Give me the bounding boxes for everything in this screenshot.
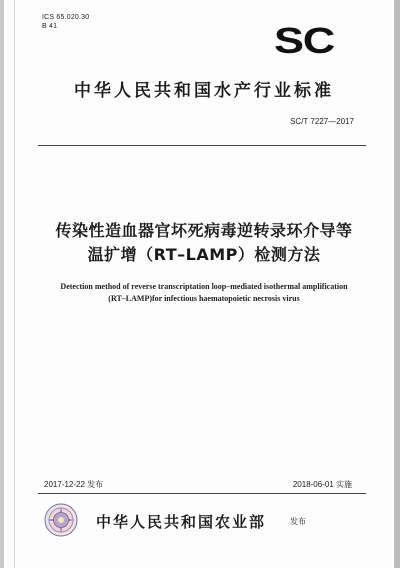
sc-logo: SC xyxy=(274,20,335,61)
chinese-title-line-2: 温扩增（RT–LAMP）检测方法 xyxy=(87,245,321,264)
standard-category-title: 中华人民共和国水产行业标准 xyxy=(74,81,334,101)
implementation-date: 2018-06-01 实施 xyxy=(292,480,352,489)
top-divider xyxy=(38,145,366,146)
english-title-line-2: (RT–LAMP)for infectious haematopoietic necrosis virus xyxy=(108,294,300,303)
ccs-code: B 41 xyxy=(42,23,58,30)
ministry-emblem-icon xyxy=(44,503,78,537)
ics-code: ICS 65.020.30 xyxy=(42,14,90,21)
english-title-line-1: Detection method of reverse transcriptation loop–mediated isothermal amplification xyxy=(60,282,348,291)
standard-number: SC/T 7227—2017 xyxy=(290,117,354,126)
chinese-title-line-1: 传染性造血器官坏死病毒逆转录环介导等 xyxy=(55,221,353,240)
issued-label: 发布 xyxy=(290,517,306,526)
bottom-divider xyxy=(38,493,366,494)
issuing-authority: 中华人民共和国农业部 xyxy=(96,513,267,531)
issue-date: 2017-12-22 发布 xyxy=(44,480,104,489)
